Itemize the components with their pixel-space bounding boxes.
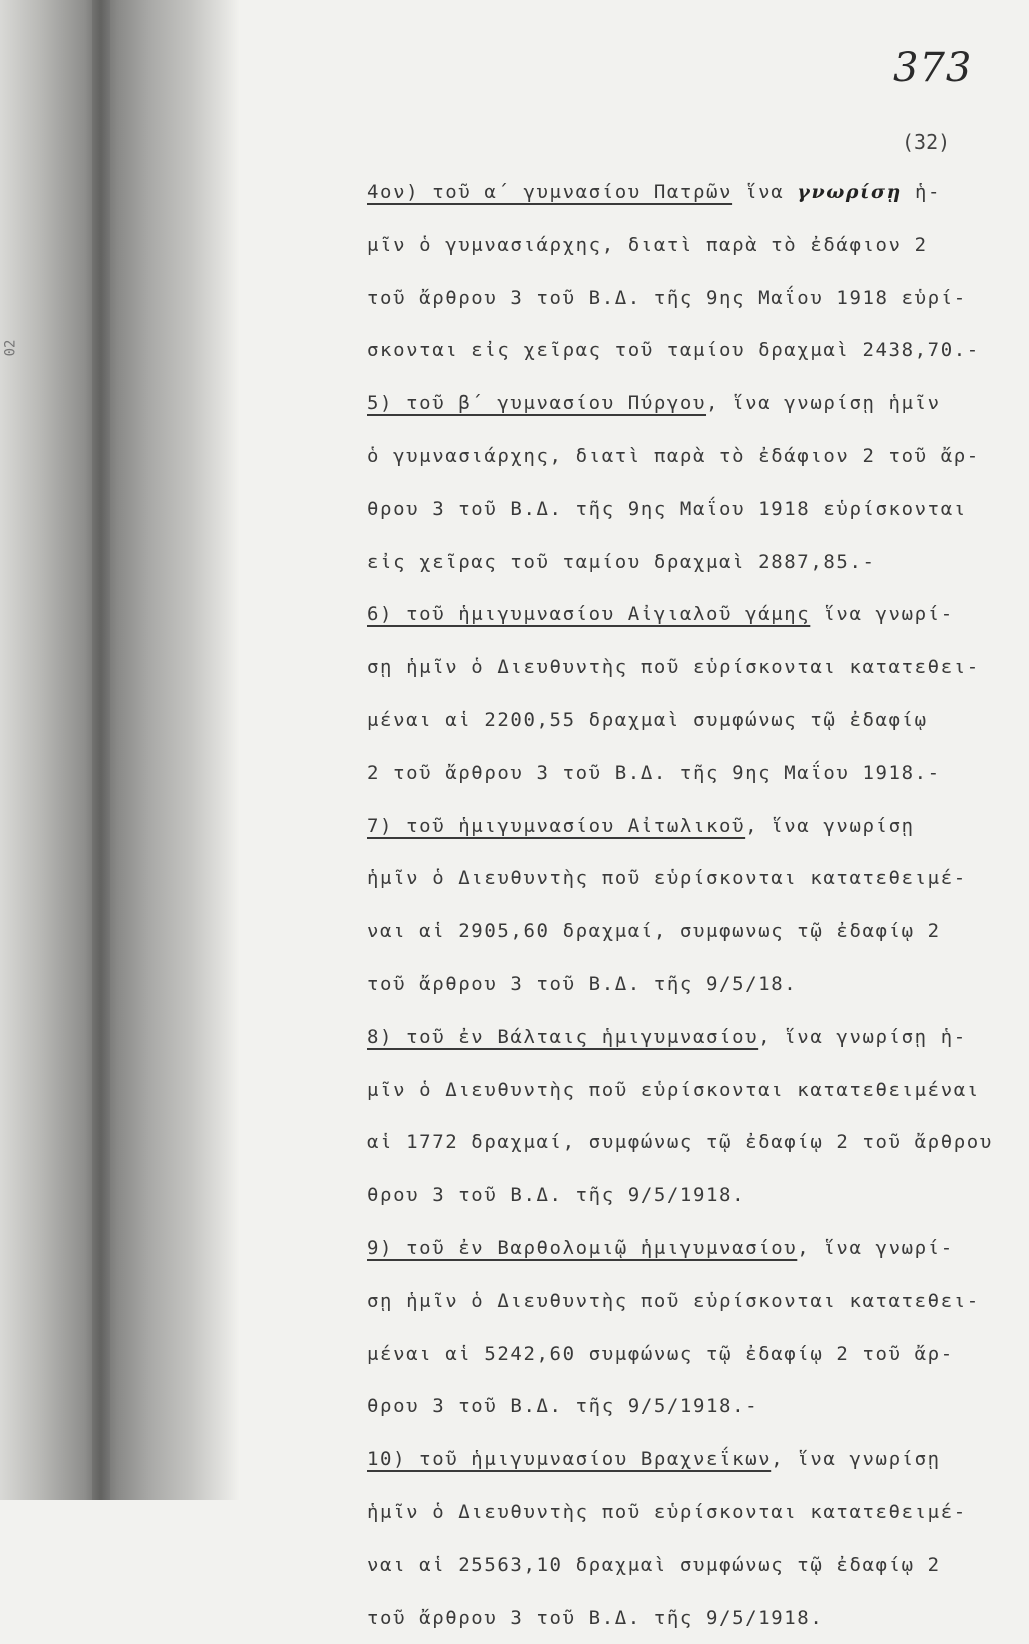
line-text: ἡμῖν ὁ Διευθυντὴς ποῦ εὑρίσκονται κατατεθειμέ- xyxy=(367,867,967,890)
line-text: ἵνα γνωρί- xyxy=(810,603,954,626)
text-line xyxy=(367,1169,1007,1222)
text-line xyxy=(367,536,1007,589)
underlined-heading: 8) τοῦ ἐν Βάλταις ἡμιγυμνασίου xyxy=(367,1025,759,1048)
line-text: ἡ- xyxy=(901,181,942,203)
line-text: ἵνα xyxy=(732,181,798,203)
line-text: ναι αἱ 2905,60 δραχμαί, συμφωνως τῷ ἐδαφίῳ 2 xyxy=(367,920,941,943)
text-line xyxy=(367,1011,1007,1064)
line-text: , ἵνα γνωρίσῃ ἡ- xyxy=(758,1025,967,1048)
text-line xyxy=(367,1433,1007,1486)
text-line xyxy=(367,166,1007,219)
line-text: θρου 3 τοῦ Β.Δ. τῆς 9/5/1918. xyxy=(367,1184,746,1207)
text-line xyxy=(367,1592,1007,1644)
underlined-heading: 5) τοῦ β΄ γυμνασίου Πύργου xyxy=(367,392,707,415)
line-text: μέναι αἱ 5242,60 συμφώνως τῷ ἐδαφίῳ 2 τοῦ ἄρ- xyxy=(367,1342,954,1365)
text-line xyxy=(367,852,1007,905)
line-text: μῖν ὁ γυμνασιάρχης, διατὶ παρὰ τὸ ἐδάφιον 2 xyxy=(367,233,928,256)
text-line xyxy=(367,694,1007,747)
text-line xyxy=(367,958,1007,1011)
text-line xyxy=(367,377,1007,430)
handwritten-word: γνωρίσῃ xyxy=(797,181,902,203)
line-text: θρου 3 τοῦ Β.Δ. τῆς 9ης Μαΐου 1918 εὑρίσκονται xyxy=(367,497,967,520)
line-text: θρου 3 τοῦ Β.Δ. τῆς 9/5/1918.- xyxy=(367,1395,759,1418)
line-text: 2 τοῦ ἄρθρου 3 τοῦ Β.Δ. τῆς 9ης Μαΐου 1918.- xyxy=(367,761,941,784)
line-text: εἰς χεῖρας τοῦ ταμίου δραχμαὶ 2887,85.- xyxy=(367,550,876,573)
book-binding-shadow xyxy=(0,0,240,1500)
underlined-heading: 7) τοῦ ἡμιγυμνασίου Αἰτωλικοῦ xyxy=(367,814,746,837)
handwritten-page-number: 373 xyxy=(893,45,973,91)
text-line xyxy=(367,1380,1007,1433)
line-text: , ἵνα γνωρίσῃ xyxy=(771,1448,941,1471)
line-text: σῃ ἡμῖν ὁ Διευθυντὴς ποῦ εὑρίσκονται κατατεθει- xyxy=(367,656,980,679)
typewritten-body xyxy=(367,166,1007,1644)
line-text: σκονται εἰς χεῖρας τοῦ ταμίου δραχμαὶ 2438,70.- xyxy=(367,339,980,362)
text-line xyxy=(367,1064,1007,1117)
line-text: ἡμῖν ὁ Διευθυντὴς ποῦ εὑρίσκονται κατατεθειμέ- xyxy=(367,1500,967,1523)
underlined-heading: 10) τοῦ ἡμιγυμνασίου Βραχνεΐκων xyxy=(367,1448,772,1471)
line-text: μῖν ὁ Διευθυντὴς ποῦ εὑρίσκονται κατατεθειμέναι xyxy=(367,1078,980,1101)
text-line xyxy=(367,483,1007,536)
line-text: ναι αἱ 25563,10 δραχμαὶ συμφώνως τῷ ἐδαφίῳ 2 xyxy=(367,1553,941,1576)
text-line xyxy=(367,588,1007,641)
line-text: , ἵνα γνωρί- xyxy=(797,1236,954,1259)
text-line xyxy=(367,641,1007,694)
book-spine xyxy=(92,0,110,1500)
section-number: (32) xyxy=(902,130,951,154)
text-line xyxy=(367,430,1007,483)
line-text: μέναι αἱ 2200,55 δραχμαὶ συμφώνως τῷ ἐδαφίῳ xyxy=(367,708,928,731)
text-line xyxy=(367,1275,1007,1328)
line-text: τοῦ ἄρθρου 3 τοῦ Β.Δ. τῆς 9/5/18. xyxy=(367,972,798,995)
text-line xyxy=(367,905,1007,958)
text-line xyxy=(367,324,1007,377)
underlined-heading: 4ον) τοῦ α΄ γυμνασίου Πατρῶν xyxy=(367,181,733,203)
text-line xyxy=(367,1116,1007,1169)
line-text: τοῦ ἄρθρου 3 τοῦ Β.Δ. τῆς 9/5/1918. xyxy=(367,1606,824,1629)
text-line xyxy=(367,747,1007,800)
underlined-heading: 6) τοῦ ἡμιγυμνασίου Αἰγιαλοῦ γάμης xyxy=(367,603,811,626)
margin-mark: 02 xyxy=(2,339,19,357)
line-text: , ἵνα γνωρίσῃ ἡμῖν xyxy=(706,392,941,415)
text-line xyxy=(367,1328,1007,1381)
line-text: , ἵνα γνωρίσῃ xyxy=(745,814,915,837)
text-line xyxy=(367,272,1007,325)
underlined-heading: 9) τοῦ ἐν Βαρθολομιῷ ἡμιγυμνασίου xyxy=(367,1236,798,1259)
text-line xyxy=(367,219,1007,272)
line-text: τοῦ ἄρθρου 3 τοῦ Β.Δ. τῆς 9ης Μαΐου 1918 εὑρί- xyxy=(367,286,967,309)
text-line xyxy=(367,1222,1007,1275)
text-line xyxy=(367,1486,1007,1539)
text-line xyxy=(367,800,1007,853)
line-text: σῃ ἡμῖν ὁ Διευθυντὴς ποῦ εὑρίσκονται κατατεθει- xyxy=(367,1289,980,1312)
line-text: αἱ 1772 δραχμαί, συμφώνως τῷ ἐδαφίῳ 2 τοῦ ἄρθρου xyxy=(367,1131,993,1154)
line-text: ὁ γυμνασιάρχης, διατὶ παρὰ τὸ ἐδάφιον 2 τοῦ ἄρ- xyxy=(367,444,980,467)
text-line xyxy=(367,1539,1007,1592)
